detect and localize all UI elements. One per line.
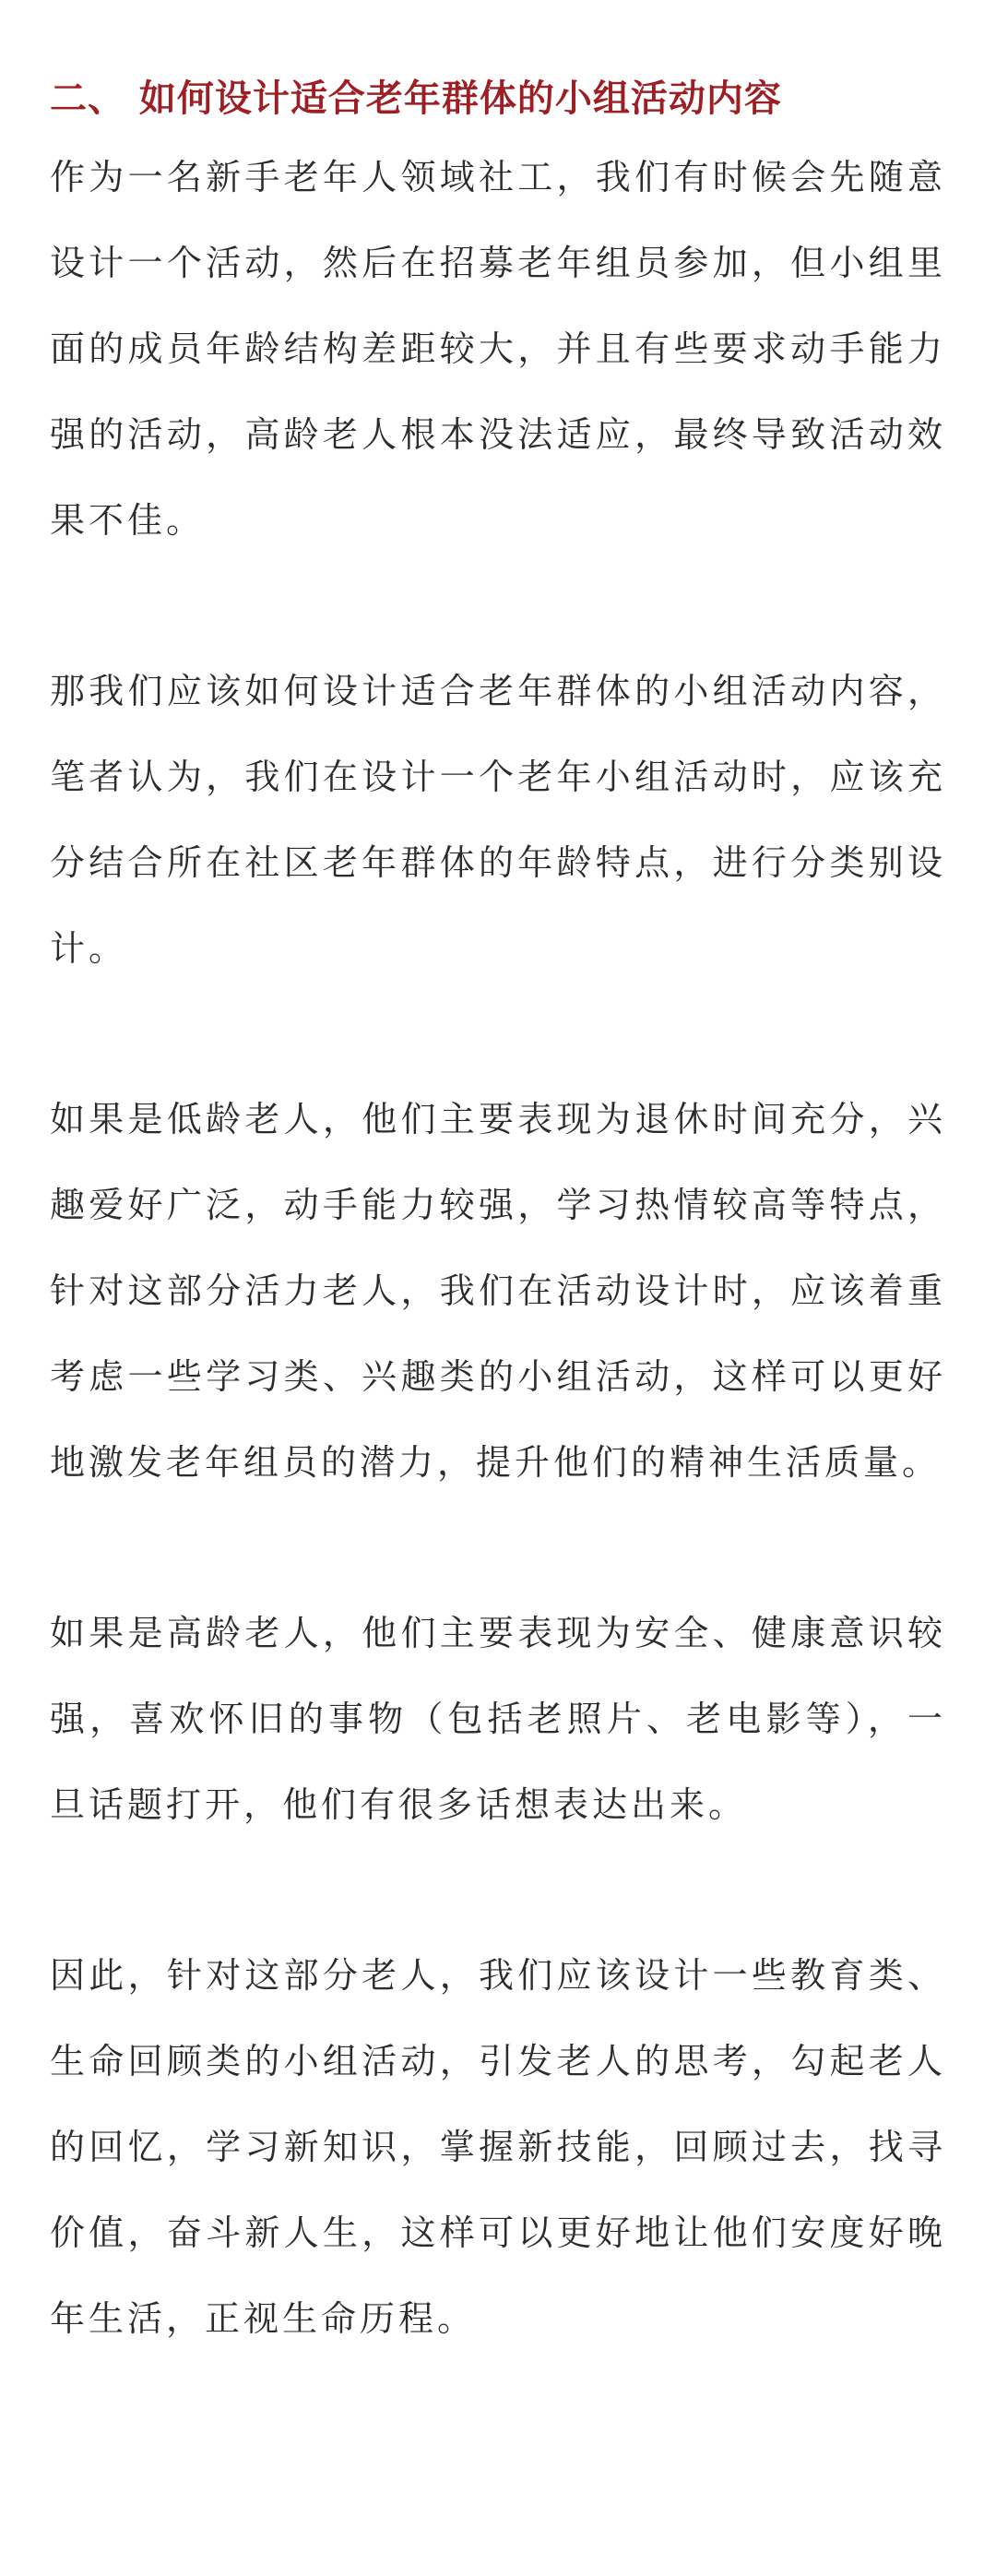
paragraph-1: 作为一名新手老年人领域社工，我们有时候会先随意设计一个活动，然后在招募老年组员参加，但小组里面的成员年龄结构差距较大，并且有些要求动手能力强的活动，高龄老人根本没法适应，最终导致活动效果不佳。 xyxy=(50,157,946,541)
paragraph-2: 那我们应该如何设计适合老年群体的小组活动内容，笔者认为，我们在设计一个老年小组活动时，应该充分结合所在社区老年群体的年龄特点，进行分类别设计。 xyxy=(50,671,946,969)
paragraph-5: 因此，针对这部分老人，我们应该设计一些教育类、生命回顾类的小组活动，引发老人的思考，勾起老人的回忆，学习新知识，掌握新技能，回顾过去，找寻价值，奋斗新人生，这样可以更好地让他们安度好晚年生活，正视生命历程。 xyxy=(50,1955,946,2339)
section-heading: 二、 如何设计适合老年群体的小组活动内容 xyxy=(50,78,782,120)
paragraph-4: 如果是高龄老人，他们主要表现为安全、健康意识较强，喜欢怀旧的事物（包括老照片、老电影等），一旦话题打开，他们有很多话想表达出来。 xyxy=(50,1613,946,1825)
paragraph-3: 如果是低龄老人，他们主要表现为退休时间充分，兴趣爱好广泛，动手能力较强，学习热情较高等特点，针对这部分活力老人，我们在活动设计时，应该着重考虑一些学习类、兴趣类的小组活动，这样可以更好地激发老年组员的潜力，提升他们的精神生活质量。 xyxy=(50,1099,946,1483)
